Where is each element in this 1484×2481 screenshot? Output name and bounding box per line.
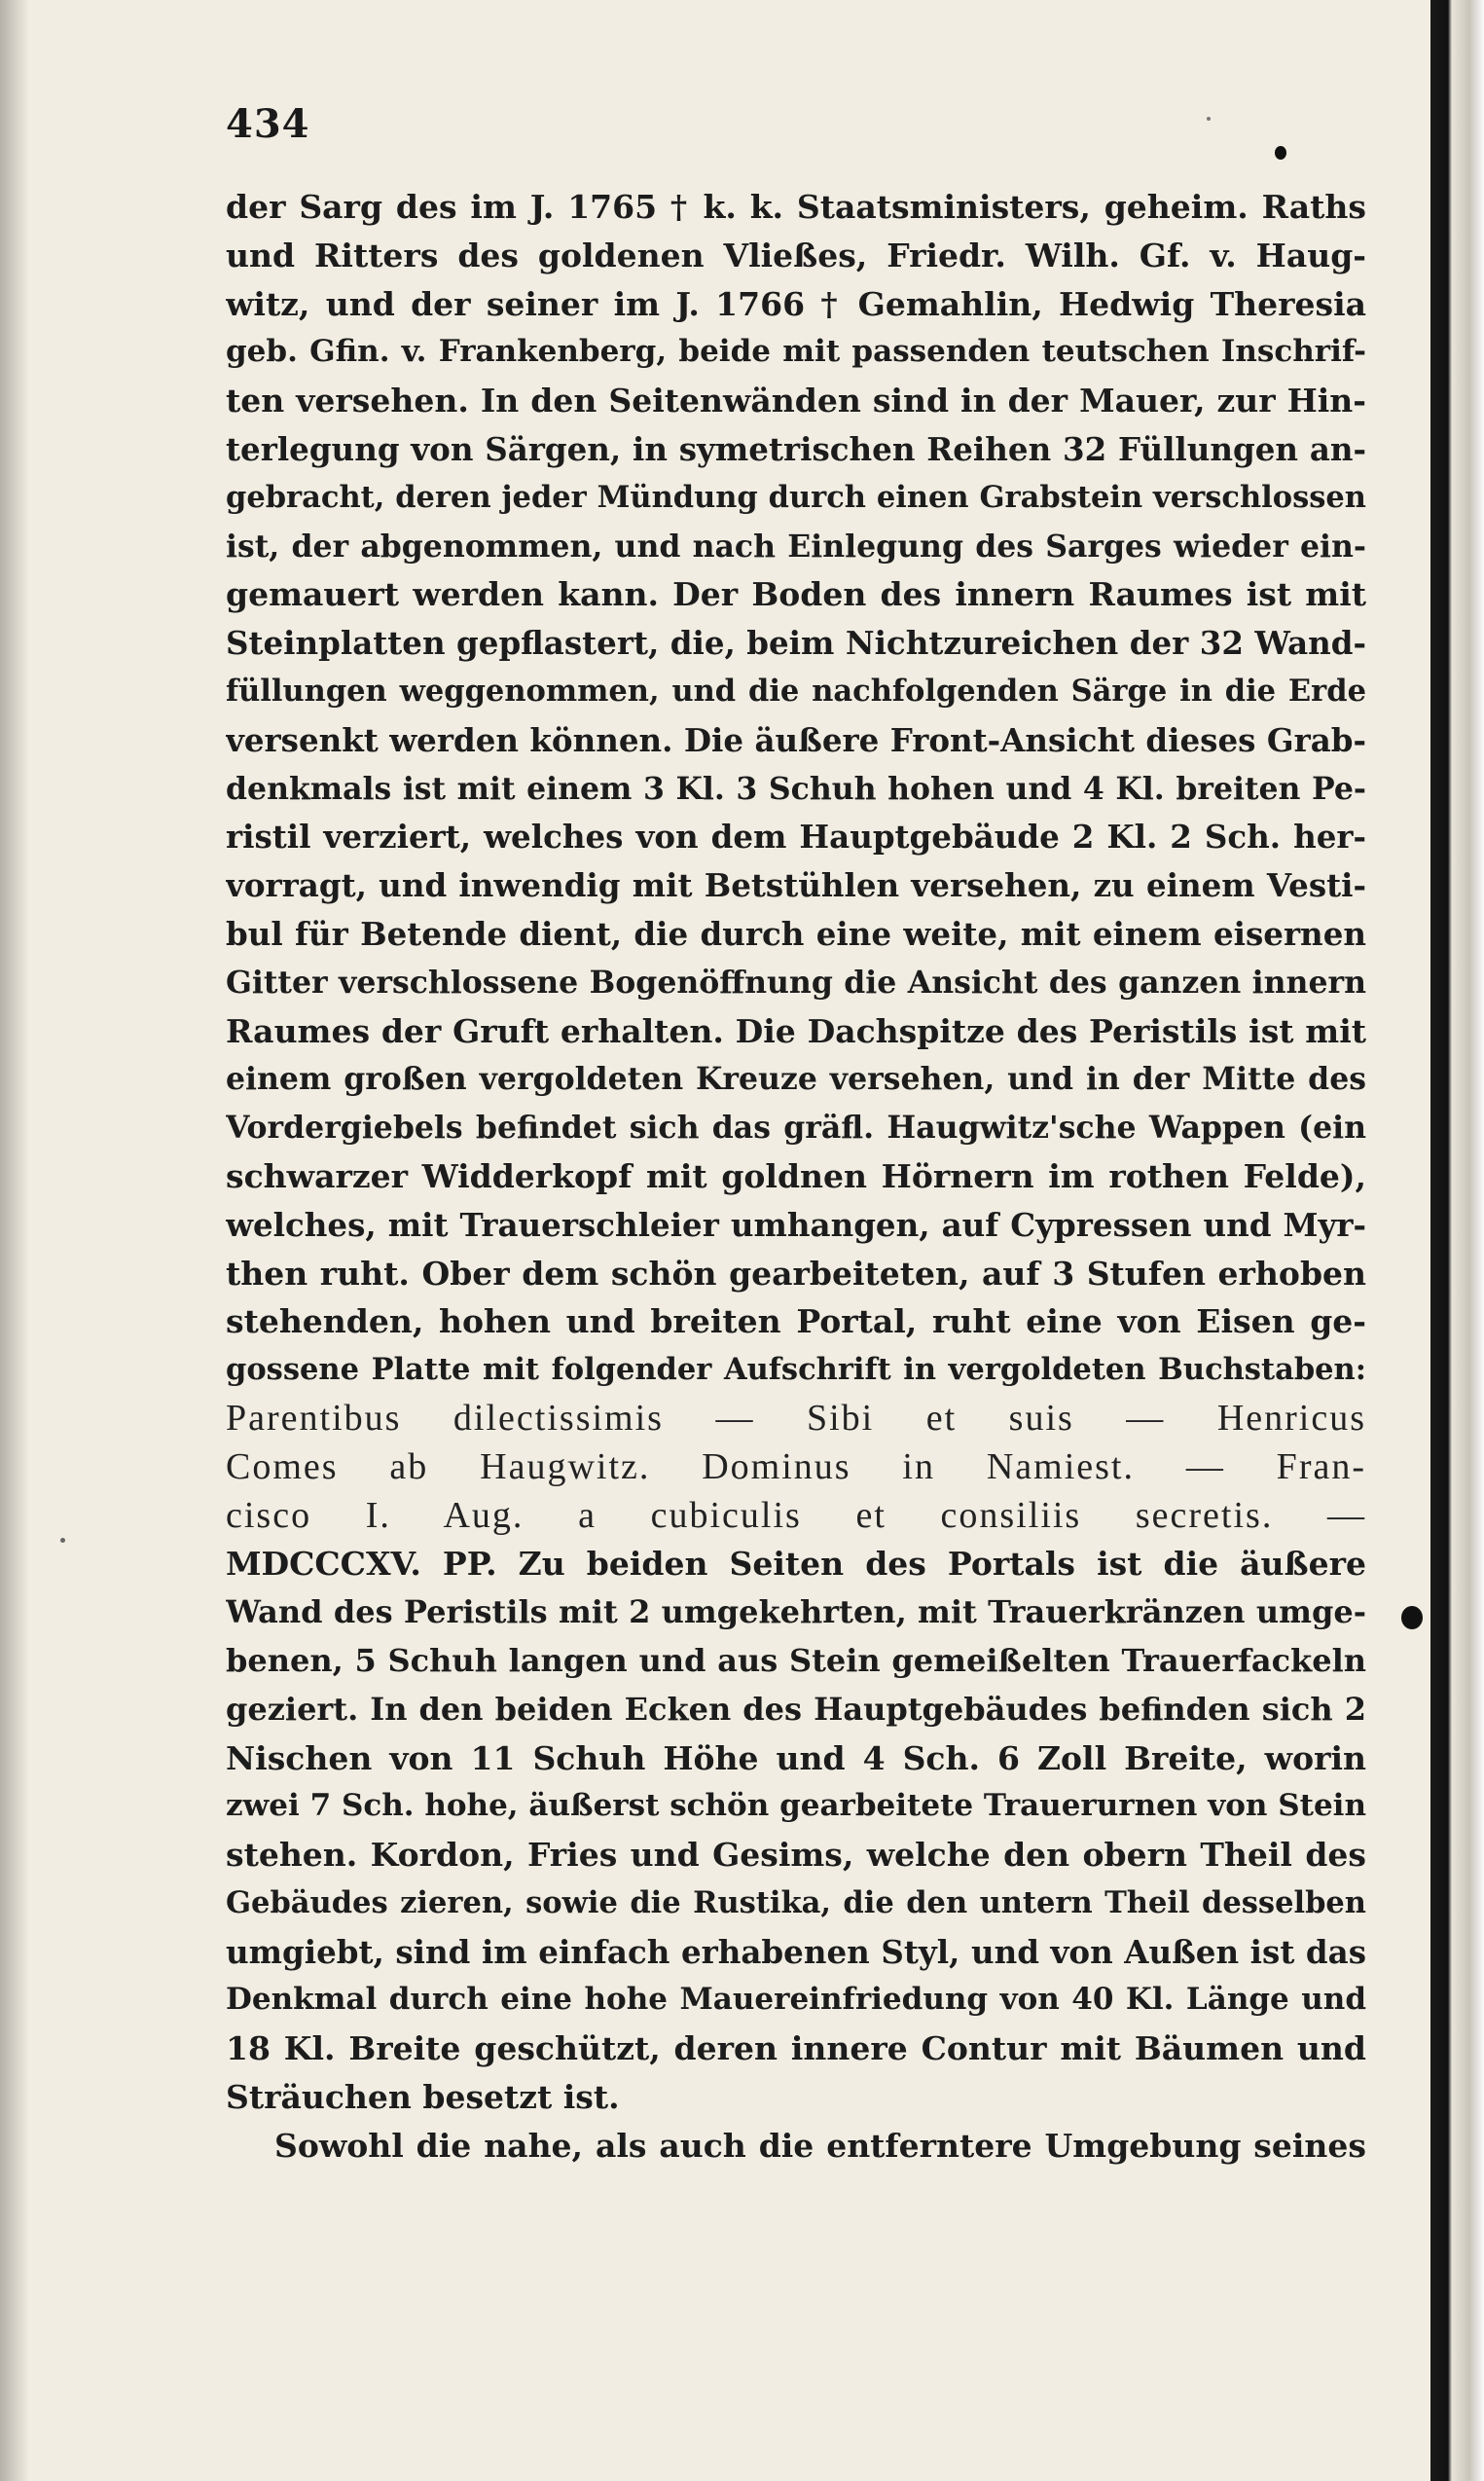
text-line: MDCCCXV. PP. Zu beiden Seiten des Portals ist die äußere [226, 1545, 1366, 1584]
text-line: umgiebt, sind im einfach erhabenen Styl, und von Außen ist das [226, 1932, 1366, 1971]
text-line: bul für Betende dient, die durch eine weite, mit einem eisernen [226, 914, 1366, 953]
text-line: ist, der abgenommen, und nach Einlegung des Sarges wieder ein- [226, 528, 1366, 565]
page-edge [1430, 0, 1484, 2481]
text-line: und Ritters des goldenen Vließes, Friedr. Wilh. Gf. v. Haug- [226, 236, 1366, 274]
text-line: schwarzer Widderkopf mit goldnen Hörnern im rothen Felde), [226, 1156, 1366, 1195]
spine-shadow [0, 0, 29, 2481]
text-line: geb. Gfin. v. Frankenberg, beide mit passenden teutschen Inschrif- [226, 334, 1366, 370]
text-line: einem großen vergoldeten Kreuze versehen, und in der Mitte des [226, 1061, 1366, 1098]
text-line: 18 Kl. Breite geschützt, deren innere Contur mit Bäumen und [226, 2029, 1366, 2068]
ink-speck [1401, 1606, 1423, 1629]
page-number: 434 [226, 101, 310, 147]
body-text [226, 183, 1366, 2171]
ink-speck [1207, 117, 1211, 121]
inscription-line: Comes ab Haugwitz. Dominus in Namiest. — Fran- [226, 1445, 1366, 1487]
text-line: denkmals ist mit einem 3 Kl. 3 Schuh hohen und 4 Kl. breiten Pe- [226, 770, 1366, 807]
text-line: then ruht. Ober dem schön gearbeiteten, auf 3 Stufen erhoben [226, 1254, 1366, 1293]
text-line: witz, und der seiner im J. 1766 † Gemahlin, Hedwig Theresia [226, 284, 1366, 323]
text-line: welches, mit Trauerschleier umhangen, auf Cypressen und Myr- [226, 1205, 1366, 1244]
text-line: Wand des Peristils mit 2 umgekehrten, mit Trauerkränzen umge- [226, 1593, 1366, 1631]
inscription-line: cisco I. Aug. a cubiculis et consiliis secretis. — [226, 1494, 1366, 1536]
text-line: versenkt werden können. Die äußere Front-Ansicht dieses Grab- [226, 720, 1366, 759]
text-line: Denkmal durch eine hohe Mauereinfriedung von 40 Kl. Länge und [226, 1982, 1366, 2018]
text-line: Raumes der Gruft erhalten. Die Dachspitze des Peristils ist mit [226, 1011, 1366, 1050]
paragraph-start-line: Sowohl die nahe, als auch die entferntere Umgebung seines [274, 2126, 1366, 2165]
text-line: Sträuchen besetzt ist. [226, 2078, 620, 2117]
text-line: terlegung von Särgen, in symetrischen Reihen 32 Füllungen an- [226, 429, 1366, 468]
text-line: ten versehen. In den Seitenwänden sind in der Mauer, zur Hin- [226, 382, 1366, 420]
text-line: Vordergiebels befindet sich das gräfl. Haugwitz'sche Wappen (ein [226, 1110, 1366, 1147]
text-line: gossene Platte mit folgender Aufschrift in vergoldeten Buchstaben: [226, 1352, 1366, 1388]
text-line: gemauert werden kann. Der Boden des innern Raumes ist mit [226, 575, 1366, 614]
text-line: zwei 7 Sch. hohe, äußerst schön gearbeitete Trauerurnen von Stein [226, 1788, 1366, 1824]
text-line: vorragt, und inwendig mit Betstühlen versehen, zu einem Vesti- [226, 866, 1366, 905]
text-line: ristil verziert, welches von dem Hauptgebäude 2 Kl. 2 Sch. her- [226, 818, 1366, 857]
text-line: Steinplatten gepflastert, die, beim Nichtzureichen der 32 Wand- [226, 624, 1366, 663]
text-line: geziert. In den beiden Ecken des Hauptgebäudes befinden sich 2 [226, 1690, 1366, 1728]
text-line: benen, 5 Schuh langen und aus Stein gemeißelten Trauerfackeln [226, 1641, 1366, 1679]
text-line: gebracht, deren jeder Mündung durch einen Grabstein verschlossen [226, 479, 1366, 515]
inscription-line: Parentibus dilectissimis — Sibi et suis — Henricus [226, 1397, 1366, 1439]
text-line: der Sarg des im J. 1765 † k. k. Staatsministers, geheim. Raths [226, 188, 1366, 226]
text-line: füllungen weggenommen, und die nachfolgenden Särge in die Erde [226, 673, 1366, 709]
text-line: stehenden, hohen und breiten Portal, ruht eine von Eisen ge- [226, 1302, 1366, 1341]
text-line: Nischen von 11 Schuh Höhe und 4 Sch. 6 Zoll Breite, worin [226, 1738, 1366, 1777]
ink-speck [60, 1538, 65, 1543]
text-line: stehen. Kordon, Fries und Gesims, welche den obern Theil des [226, 1836, 1366, 1875]
text-line: Gebäudes zieren, sowie die Rustika, die den untern Theil desselben [226, 1884, 1366, 1920]
ink-speck [1275, 146, 1286, 160]
text-line: Gitter verschlossene Bogenöffnung die Ansicht des ganzen innern [226, 964, 1366, 1001]
